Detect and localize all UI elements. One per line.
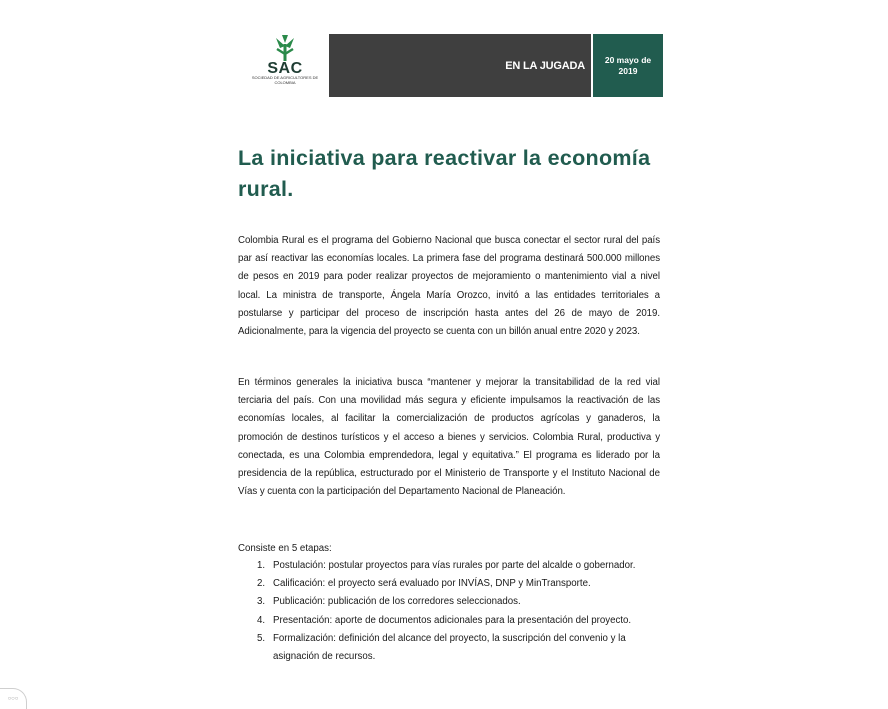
list-item-text: Postulación: postular proyectos para vías rurales por parte del alcalde o gobernador. (273, 560, 636, 571)
list-item-number: 2. (257, 578, 266, 590)
steps-list (238, 557, 663, 666)
logo-subtitle: SOCIEDAD DE AGRICULTORES DE COLOMBIA (251, 75, 319, 85)
list-item-text: Calificación: el proyecto será evaluado por INVÍAS, DNP y MinTransporte. (273, 578, 591, 590)
sac-logo (243, 34, 327, 98)
section-label: EN LA JUGADA (505, 60, 585, 72)
date-line-1: 20 mayo de (604, 55, 652, 65)
date-box (593, 34, 663, 97)
list-item-number: 1. (257, 560, 266, 571)
list-item-text: Presentación: aporte de documentos adicionales para la presentación del proyecto. (273, 614, 632, 626)
page-options-icon[interactable]: ○○○ (0, 688, 27, 709)
list-item-text: Formalización: definición del alcance del proyecto, la suscripción del convenio y la asignación de recursos. (273, 632, 626, 663)
plant-icon (270, 34, 300, 62)
paragraph-2: En términos generales la iniciativa busca “mantener y mejorar la transitabilidad de la red vial terciaria del país. Con una movilidad más segura y eficiente impulsamos la reactivación de las economías locales, al facilitar la comercialización de productos agrícolas y ganaderos, la promoción de destinos turísticos y el acceso a bienes y servicios. Colombia Rural, productiva y conectada, es una Colombia emprendedora, legal y equitativa.” El programa es liderado por la presidencia de la república, estructurado por el Ministerio de Transporte y el Instituto Nacional de Vías y cuenta con la participación del Departamento Nacional de Planeación. (238, 377, 660, 498)
paragraph-1: Colombia Rural es el programa del Gobierno Nacional que busca conectar el sector rural del país par así reactivar las economías locales. La primera fase del programa destinará 500.000 millones de pesos en 2019 para poder realizar proyectos de mejoramiento o mantenimiento vial a nivel local. La ministra de transporte, Ángela María Orozco, invitó a las entidades territoriales a postularse y participar del proceso de inscripción hasta antes del 26 de mayo de 2019. Adicionalmente, para la vigencia del proyecto se cuenta con un billón anual entre 2020 y 2023. (238, 235, 660, 338)
date-line-2: 2019 (618, 66, 638, 76)
list-item-number: 4. (257, 614, 266, 626)
section-banner (329, 34, 591, 97)
list-item (238, 612, 663, 630)
list-item (238, 630, 663, 666)
list-item-number: 5. (257, 632, 266, 644)
list-item-number: 3. (257, 596, 266, 608)
steps-intro: Consiste en 5 etapas: (238, 543, 332, 554)
list-item (238, 593, 663, 611)
list-item (238, 557, 663, 575)
list-item (238, 575, 663, 593)
document-header (243, 34, 663, 98)
article-title: La iniciativa para reactivar la economía rural. (238, 146, 651, 201)
list-item-text: Publicación: publicación de los corredores seleccionados. (273, 596, 521, 608)
logo-name: SAC (267, 60, 303, 77)
